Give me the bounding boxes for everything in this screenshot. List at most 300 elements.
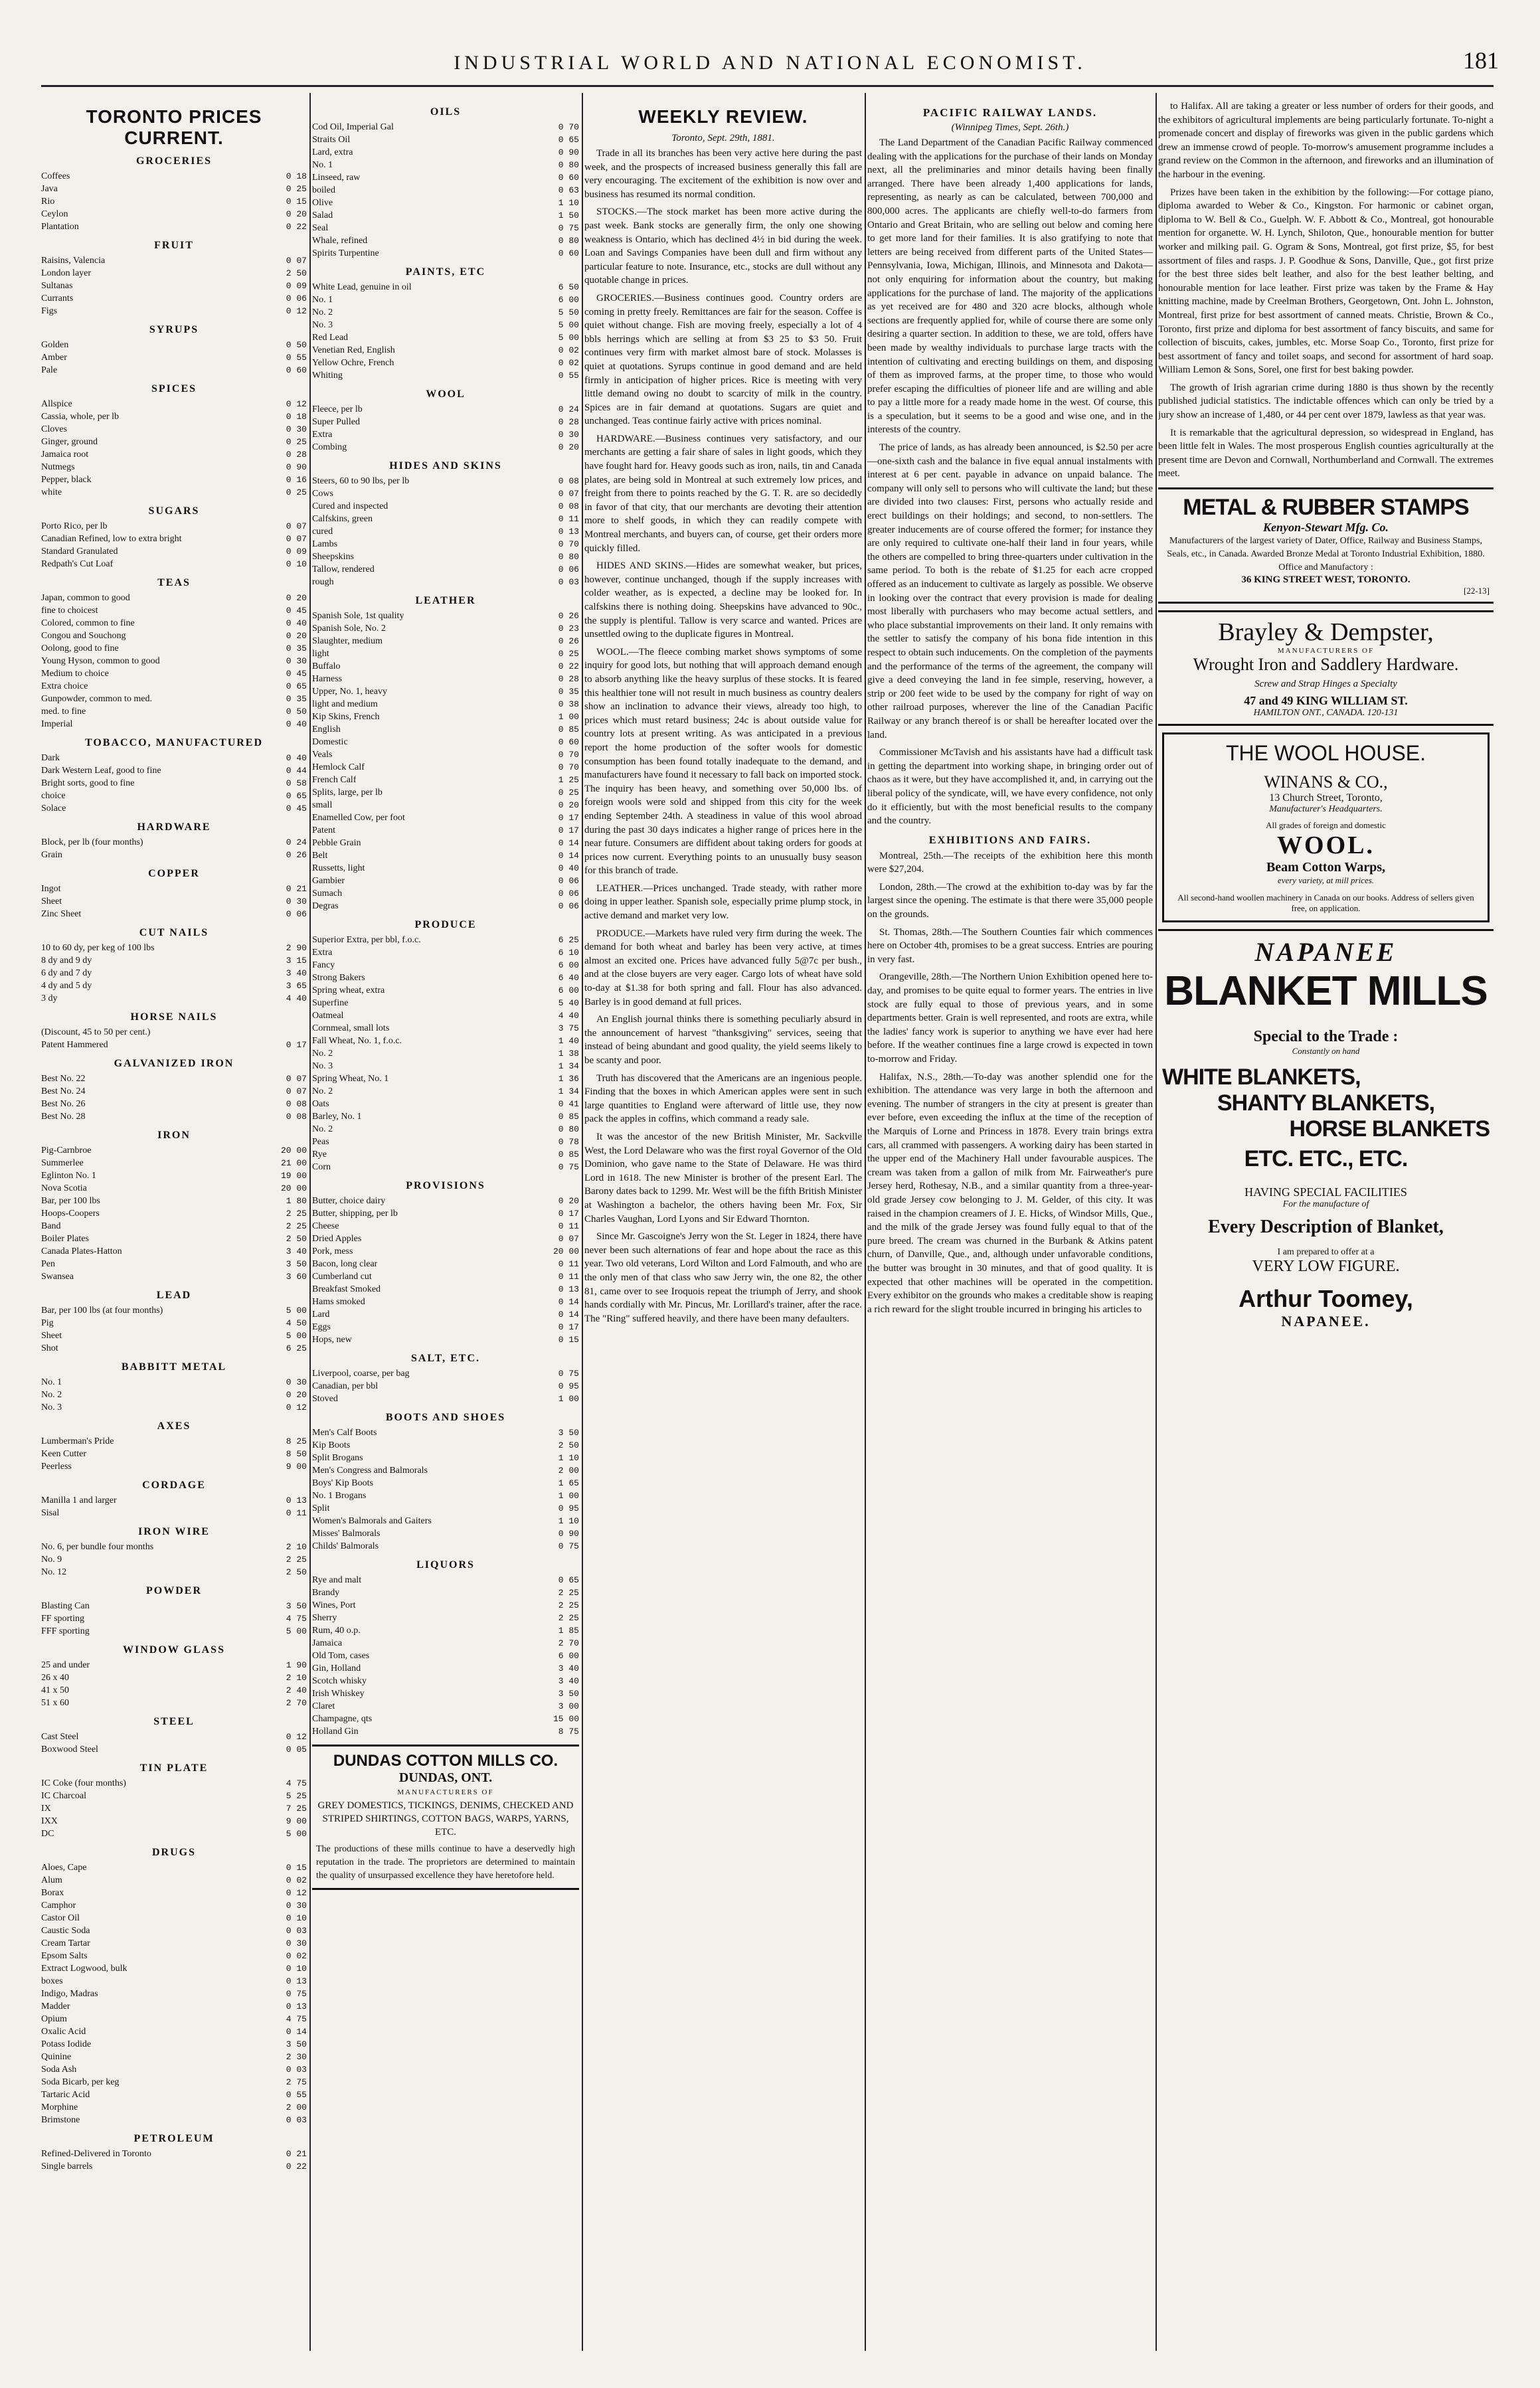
price-row <box>312 1490 579 1502</box>
price-item-value: 2 50 <box>286 1567 307 1577</box>
price-item-value: 1 36 <box>558 1074 579 1084</box>
column-rule <box>1155 93 1157 2351</box>
price-item-value: 0 30 <box>286 424 307 434</box>
price-item-name: Scotch whisky <box>312 1676 367 1686</box>
price-item-name: Cream Tartar <box>41 1938 90 1948</box>
napanee-having: HAVING SPECIAL FACILITIES <box>1244 1185 1407 1199</box>
price-item-value: 0 60 <box>558 737 579 747</box>
price-item-value: 0 11 <box>558 514 579 524</box>
price-item-value: 0 09 <box>286 281 307 291</box>
price-item-name: Figs <box>41 306 58 316</box>
price-row <box>41 992 307 1005</box>
price-section-heading: BOOTS AND SHOES <box>385 1412 506 1423</box>
price-item-name: Fleece, per lb <box>312 404 363 414</box>
price-item-value: 0 78 <box>558 1137 579 1147</box>
price-item-value: 1 38 <box>558 1049 579 1059</box>
price-item-value: 0 02 <box>286 1875 307 1885</box>
metal-stamps-ref: [22-13] <box>1464 586 1490 596</box>
price-item-name: Childs' Balmorals <box>312 1541 379 1551</box>
price-row <box>41 1304 307 1317</box>
price-item-value: 0 11 <box>558 1272 579 1282</box>
price-row <box>41 705 307 718</box>
price-item-value: 0 07 <box>286 1074 307 1084</box>
weekly-review-dateline: Toronto, Sept. 29th, 1881. <box>671 133 775 143</box>
price-item-value: 0 75 <box>558 223 579 233</box>
price-item-value: 4 75 <box>286 1614 307 1624</box>
price-item-name: Zinc Sheet <box>41 909 82 919</box>
price-item-name: Tallow, rendered <box>312 564 375 574</box>
price-row <box>312 1426 579 1439</box>
price-item-name: Keen Cutter <box>41 1449 87 1459</box>
price-item-name: Japan, common to good <box>41 593 130 603</box>
column-rule <box>865 93 866 2351</box>
price-section-heading: AXES <box>157 1420 191 1432</box>
article-paragraph: It is remarkable that the agricultural depression, so widespread in England, has been little felt in Wales. The most prosperous English counties agriculturally at the present time are Devon and Cornwall, Northumberland and Cornwall. The extremes meet. <box>1158 427 1494 479</box>
price-item-value: 0 60 <box>558 248 579 258</box>
price-item-name: IC Charcoal <box>41 1791 87 1801</box>
price-row <box>312 133 579 146</box>
dundas-sub: MANUFACTURERS OF <box>397 1788 494 1796</box>
price-row <box>312 1624 579 1637</box>
metal-stamps-title: METAL & RUBBER STAMPS <box>1183 495 1469 521</box>
price-row <box>41 1494 307 1507</box>
wool-house-wool: WOOL. <box>1277 831 1375 860</box>
prices-current-column <box>41 100 307 2351</box>
price-row <box>41 1566 307 1578</box>
price-row <box>312 475 579 487</box>
price-item-name: Canadian, per bbl <box>312 1381 379 1391</box>
price-item-value: 0 55 <box>286 2090 307 2100</box>
price-item-value: 0 14 <box>558 1297 579 1307</box>
price-item-value: 2 25 <box>558 1588 579 1598</box>
price-item-value: 0 22 <box>286 2162 307 2172</box>
price-item-value: 0 80 <box>558 236 579 246</box>
price-item-value: 0 38 <box>558 699 579 709</box>
brayley-title: Brayley & Dempster, <box>1218 618 1434 647</box>
price-item-value: 0 09 <box>286 547 307 556</box>
price-item-name: Salad <box>312 211 333 220</box>
price-item-name: Sumach <box>312 889 343 898</box>
price-item-name: Boiler Plates <box>41 1234 89 1244</box>
price-section-heading: HORSE NAILS <box>130 1011 218 1023</box>
price-item-value: 0 30 <box>558 430 579 440</box>
price-row <box>41 764 307 777</box>
price-item-value: 0 35 <box>558 687 579 697</box>
price-row <box>312 1136 579 1148</box>
price-row <box>41 1072 307 1085</box>
price-row <box>41 655 307 667</box>
price-item-value: 2 50 <box>558 1440 579 1450</box>
price-row <box>312 441 579 454</box>
price-item-name: Young Hyson, common to good <box>41 656 160 666</box>
price-row <box>41 942 307 954</box>
brayley-specialty: Screw and Strap Hinges a Specialty <box>1254 679 1397 690</box>
weekly-review-column <box>584 100 862 2351</box>
price-item-name: Corn <box>312 1162 331 1172</box>
price-item-value: 0 07 <box>286 521 307 531</box>
price-row <box>41 1861 307 1874</box>
article-paragraph: Commissioner McTavish and his assistants have had a difficult task in getting the department into working shape, in bringing order out of chaos as it were, but they have accomplished it, and, in carrying out the liberal policy of the syndicate, will, we have every confidence, not only do it efficiently, but with the most beneficial results to the company and the country. <box>867 747 1153 827</box>
price-item-value: 0 30 <box>286 896 307 906</box>
price-row <box>41 364 307 377</box>
price-item-value: 0 70 <box>558 539 579 549</box>
price-section-heading: PRODUCE <box>414 919 477 930</box>
price-item-name: Split Brogans <box>312 1453 363 1463</box>
price-row <box>41 836 307 849</box>
price-row <box>41 533 307 545</box>
wool-house-second: All second-hand woollen machinery in Canada on our books. Address of sellers given free, on application. <box>1177 893 1474 914</box>
price-item-name: Pebble Grain <box>312 838 361 848</box>
price-row <box>41 2063 307 2076</box>
price-item-value: 0 60 <box>558 173 579 183</box>
price-item-value: 2 75 <box>286 2077 307 2087</box>
price-row <box>41 1697 307 1709</box>
price-section-heading: GROCERIES <box>135 155 213 167</box>
price-item-name: Domestic <box>312 737 348 747</box>
price-row <box>41 1435 307 1448</box>
price-item-name: 8 dy and 9 dy <box>41 956 92 966</box>
price-row <box>41 1182 307 1195</box>
price-item-name: Blasting Can <box>41 1601 90 1611</box>
price-item-value: 0 41 <box>558 1099 579 1109</box>
price-row <box>312 1283 579 1296</box>
price-row <box>312 222 579 234</box>
price-item-value: 5 00 <box>286 1626 307 1636</box>
price-row <box>312 1464 579 1477</box>
price-item-name: Cast Steel <box>41 1732 79 1742</box>
price-row <box>41 1098 307 1110</box>
price-item-value: 5 50 <box>558 307 579 317</box>
price-item-value: 3 50 <box>286 2039 307 2049</box>
price-row <box>312 1220 579 1233</box>
price-section-heading: IRON WIRE <box>138 1526 210 1537</box>
price-item-value: 0 18 <box>286 412 307 422</box>
dundas-title: DUNDAS COTTON MILLS CO. <box>333 1752 558 1770</box>
brayley-dempster-ad <box>1158 610 1494 726</box>
price-item-value: 0 40 <box>286 753 307 763</box>
price-row <box>41 1828 307 1840</box>
price-item-name: Wines, Port <box>312 1600 356 1610</box>
price-row <box>41 777 307 790</box>
price-item-value: 6 25 <box>286 1343 307 1353</box>
price-item-value: 2 50 <box>286 1234 307 1244</box>
price-item-value: 0 55 <box>558 371 579 381</box>
price-row <box>41 1671 307 1684</box>
price-section-heading: IRON <box>157 1130 191 1141</box>
price-item-name: FFF sporting <box>41 1626 90 1636</box>
price-row <box>41 1085 307 1098</box>
price-item-name: No. 2 <box>312 1124 333 1134</box>
railway-body <box>867 136 1153 828</box>
dundas-place: DUNDAS, ONT. <box>398 1770 493 1785</box>
article-paragraph: Orangeville, 28th.—The Northern Union Exhibition opened here to-day, and promises to be quite equal to former years. The entries in live stock are fully equal to those of previous years, and in some departments better. Grain is well represented, and roots are extra, while the ladies' fancy work is superior to anything we have ever had here before. If the weather continues fine a large crowd is expected in town to-morrow and Friday. <box>867 972 1153 1065</box>
price-row <box>312 1725 579 1738</box>
price-row <box>312 1439 579 1452</box>
price-item-value: 0 75 <box>558 1369 579 1379</box>
price-row <box>41 1389 307 1401</box>
price-row <box>41 1329 307 1342</box>
price-item-value: 0 20 <box>286 593 307 603</box>
price-item-name: Cured and inspected <box>312 501 388 511</box>
price-item-value: 4 40 <box>558 1011 579 1021</box>
price-item-value: 0 20 <box>558 800 579 810</box>
weekly-review-body <box>584 147 862 1325</box>
price-row <box>312 997 579 1009</box>
price-item-name: Indigo, Madras <box>41 1989 98 1999</box>
railway-source: (Winnipeg Times, Sept. 26th.) <box>951 122 1069 133</box>
price-item-value: 6 00 <box>558 1651 579 1661</box>
price-row <box>41 520 307 533</box>
price-item-name: Spanish Sole, 1st quality <box>312 611 404 621</box>
price-item-value: 5 40 <box>558 998 579 1008</box>
price-item-name: 4 dy and 5 dy <box>41 981 92 991</box>
price-item-value: 3 00 <box>558 1701 579 1711</box>
price-row <box>312 234 579 247</box>
price-item-name: Pepper, black <box>41 475 92 485</box>
price-row <box>41 1912 307 1924</box>
price-item-name: No. 3 <box>41 1403 62 1412</box>
price-item-name: Buffalo <box>312 661 341 671</box>
price-row <box>312 563 579 576</box>
price-item-value: 0 60 <box>286 365 307 375</box>
price-row <box>41 1815 307 1828</box>
price-item-name: Oats <box>312 1099 329 1109</box>
price-row <box>312 875 579 887</box>
price-item-value: 5 00 <box>558 320 579 330</box>
price-item-value: 2 30 <box>286 2052 307 2062</box>
price-row <box>312 1515 579 1527</box>
price-row <box>41 448 307 461</box>
article-paragraph: LEATHER.—Prices unchanged. Trade steady, with rather more doing in upper leather. Spanish sole, especially prime plump stock, in active demand and market very low. <box>584 883 862 922</box>
article-paragraph: WOOL.—The fleece combing market shows symptoms of some inquiry for good lots, but nothing that will approach demand enough to absorb anything like the heavy surplus of these stocks. It is feared this healthier tone will not result in much business as country dealers show an inclination to advance their views, already too high, to prices which must retard business; 24c is about outside value for country lots at present writing. As was anticipated in a previous report the home production of the softer wools for domestic consumption has been found totally inadequate to the demand, and manufacturers have found it necessary to fall back on imported stock. The inquiry has been heavy, and something over 50,000 lbs. of foreign wools were sold and shipped from this city for the week ending September 24th. A steadiness in value of this wool abroad during the past 30 days indicates a higher range of prices here in the near future. Consumers are diffident about taking orders for goods at prices now current. Everything points to an unusually busy season for this branch of trade. <box>584 646 862 877</box>
price-row <box>41 1342 307 1355</box>
price-item-value: 4 50 <box>286 1318 307 1328</box>
price-item-value: 0 07 <box>558 1234 579 1244</box>
price-row <box>41 790 307 802</box>
price-item-value: 0 06 <box>286 294 307 303</box>
price-row <box>312 1452 579 1464</box>
article-paragraph: An English journal thinks there is something peculiarly absurd in the announcement of harvest "thanksgiving" services, seeing that instead of being abundant and good quality, the yield seems likely to be scanty and poor. <box>584 1014 862 1066</box>
brayley-sub: MANUFACTURERS OF <box>1277 647 1375 655</box>
price-item-value: 8 75 <box>558 1727 579 1737</box>
price-row <box>312 1060 579 1072</box>
napanee-etc: ETC. ETC., ETC. <box>1244 1146 1408 1172</box>
price-item-name: Patent Hammered <box>41 1040 108 1050</box>
article-paragraph: Halifax, N.S., 28th.—To-day was another splendid one for the exhibition. The attendance was very large in both the afternoon and evening. The number of strangers in the city at present is greater than ever before, even exceeding the influx at the time of the reception of the Marquis of Lorne and Princess in 1878. Every train brings extra cars, all crammed with passengers. A working dairy has been started in the upper end of the Machinery Hall under favourable auspices. The cream was taken from a gallon of milk from Mr. Fairweather's pure Jersey herd, Rothesay, N.B., and a similar quantity from a three-year-old grade Jersey cow belonging to J. M. Gelder, of this city. It was raised in the champion creamers of J. E. Hicks, of Windsor Mills, Que., and the milk of the grade Jersey was found fully equal to that of the pure breed. The cream was churned in the Burbank & Atkins patent churn, of Danville, Que., and, although under unfavorable conditions, the butter was brought in 30 minutes, and that of good quality. It is expected that other machines will be operated in the competition. Every exhibitor on the grounds who makes a creditable show is reaping a rich reward for the slight trouble incurred in bringing his articles to <box>867 1071 1153 1315</box>
price-item-value: 4 40 <box>286 993 307 1003</box>
railway-title: PACIFIC RAILWAY LANDS. <box>922 106 1098 119</box>
article-paragraph: PRODUCE.—Markets have ruled very firm during the week. The demand for both wheat and barley has been very active, at times almost an excited one. Prices have advanced fully 5@7c per bush., and at the close buyers are very eager. Cargo lots of wheat have sold to-day at $1.38 for both spring and fall. Flour has also advanced. Barley is in good demand at full prices. <box>584 928 862 1007</box>
article-paragraph: GROCERIES.—Business continues good. Country orders are coming in pretty freely. Remittances are fair for the season. Coffee is quiet without change. Fish are moving freely, especially a lot of 4 bbls herrings which are selling at from $3 25 to $3 50. Fruit continues very firm with market almost bare of stock. Molasses is quiet at quotations. Syrups continue in good demand and are held firmly in anticipation of higher prices. Rice is meeting with very little demand owing no doubt to scarcity of milk in the country. Spices are in fair demand at quotations. Sugars are quiet and unchanged. Teas continue fairly active with prices nominal. <box>584 292 862 427</box>
price-row <box>41 1777 307 1790</box>
price-item-name: London layer <box>41 268 92 278</box>
price-section-heading: PROVISIONS <box>406 1180 485 1191</box>
price-item-value: 0 85 <box>558 1150 579 1159</box>
price-row <box>41 1157 307 1169</box>
price-item-name: Soda Ash <box>41 2065 77 2075</box>
price-item-value: 5 00 <box>286 1331 307 1341</box>
price-item-value: 0 07 <box>286 534 307 544</box>
price-item-value: 1 00 <box>558 1491 579 1501</box>
price-item-name: choice <box>41 791 66 801</box>
price-section-heading: PETROLEUM <box>133 2133 214 2144</box>
price-row <box>312 487 579 500</box>
price-row <box>41 2101 307 2114</box>
price-item-value: 0 03 <box>286 2115 307 2125</box>
article-paragraph: London, 28th.—The crowd at the exhibition to-day was by far the largest since the opening. The estimate is that there were 35,000 people on the grounds. <box>867 881 1153 920</box>
article-paragraph: to Halifax. All are taking a greater or less number of orders for their goods, and the exhibitors of agricultural implements are being particularly fortunate. To-night a promenade concert and display of fireworks was given in the public gardens which drew an immense crowd of people. To-morrow's amusement programme includes a grand review on the Common in the afternoon, and fireworks and an illumination of the harbour in the evening. <box>1158 101 1494 180</box>
price-row <box>41 1924 307 1937</box>
price-section-heading: BABBITT METAL <box>121 1361 227 1373</box>
price-row <box>41 2051 307 2063</box>
price-item-value: 0 75 <box>286 1989 307 1999</box>
price-item-value: 0 06 <box>558 889 579 898</box>
price-item-name: Kip Skins, French <box>312 712 380 722</box>
price-section-heading: FRUIT <box>154 240 194 251</box>
price-section-heading: LEAD <box>156 1290 192 1301</box>
price-item-name: Oolong, good to fine <box>41 643 119 653</box>
price-item-value: 2 70 <box>286 1698 307 1708</box>
price-row <box>312 723 579 736</box>
price-row <box>41 980 307 992</box>
price-item-value: 0 10 <box>286 1913 307 1923</box>
price-item-value: 0 08 <box>286 1099 307 1109</box>
price-item-name: No. 9 <box>41 1555 62 1565</box>
price-row <box>41 1899 307 1912</box>
price-row <box>41 642 307 655</box>
brayley-goods: Wrought Iron and Saddlery Hardware. <box>1193 655 1459 675</box>
price-item-name: Holland Gin <box>312 1727 359 1737</box>
price-item-name: Degras <box>312 901 339 911</box>
price-item-name: No. 12 <box>41 1567 67 1577</box>
price-item-name: Best No. 28 <box>41 1112 86 1122</box>
price-item-value: 0 40 <box>558 863 579 873</box>
price-item-name: Sherry <box>312 1613 337 1623</box>
price-item-name: Steers, 60 to 90 lbs, per lb <box>312 476 410 486</box>
price-item-value: 8 50 <box>286 1449 307 1459</box>
metal-stamps-firm: Kenyon-Stewart Mfg. Co. <box>1262 521 1389 535</box>
price-item-name: DC <box>41 1829 54 1839</box>
price-row <box>41 2160 307 2173</box>
railway-column <box>867 100 1153 2351</box>
price-section-heading: SYRUPS <box>149 324 199 335</box>
price-item-name: White Lead, genuine in oil <box>312 282 412 292</box>
price-item-name: No. 2 <box>312 1049 333 1059</box>
price-item-name: Spirits Turpentine <box>312 248 379 258</box>
metal-stamps-address: 36 KING STREET WEST, TORONTO. <box>1241 574 1411 586</box>
price-item-name: Cloves <box>41 424 67 434</box>
price-item-name: Extra <box>312 430 333 440</box>
price-item-name: boiled <box>312 185 335 195</box>
price-item-name: (Discount, 45 to 50 per cent.) <box>41 1027 151 1037</box>
price-item-name: Manilla 1 and larger <box>41 1495 117 1505</box>
price-item-value: 5 00 <box>558 333 579 343</box>
price-item-value: 0 11 <box>558 1221 579 1231</box>
price-row <box>312 306 579 319</box>
napanee-white: WHITE BLANKETS, <box>1162 1065 1361 1090</box>
napanee-title: NAPANEE <box>1254 937 1397 968</box>
prices-current-column-2 <box>312 100 579 2351</box>
price-list <box>312 106 579 1738</box>
price-row <box>41 849 307 861</box>
right-column-body <box>1158 100 1494 481</box>
price-item-name: Coffees <box>41 171 70 181</box>
metal-rubber-stamps-ad <box>1158 487 1494 604</box>
price-item-value: 20 00 <box>280 1183 307 1193</box>
price-row <box>312 159 579 171</box>
price-row <box>41 461 307 473</box>
price-row <box>312 1612 579 1624</box>
price-item-value: 0 90 <box>558 147 579 157</box>
price-item-name: Spring Wheat, No. 1 <box>312 1074 389 1084</box>
price-item-name: Oatmeal <box>312 1011 344 1021</box>
article-paragraph: The price of lands, as has already been announced, is $2.50 per acre—one-sixth cash and the balance in five equal annual instalments with interest at 6 per cent. payable in advance on unpaid balance. The company will only sell to persons who will cultivate the land; but these are divided into two clauses: First, persons who actually reside and erect buildings on their holdings; and second, to non-settlers. The greater inducements are of course offered the former; for instance they are only required to cultivate one-half their land in four years, while the others are compelled to bring three-quarters under cultivation in the same period. To both is the rebate of $1.25 for each acre cropped offered as an inducement to cultivate as largely as possible. We observe in looking over the contract that every provision is made for dealing most liberally with purchasers who may become actual settlers, and who place substantial improvements on their land. It only remains with the settler to satisfy the company of his bona fide intention in this respect to obtain such inducements. On the completion of the payments and the performance of the terms of the agreement, the company will give a deed conveying the land in fee simple, reserving, however, a strip or 200 feet wide to be used by the company for right of way on other railroad purposes, wherever the line of the Canadian Pacific Railway or any branch thereof is or shall be hereafter located over the land. <box>867 442 1153 740</box>
price-item-value: 0 58 <box>286 778 307 788</box>
price-item-value: 3 60 <box>286 1272 307 1282</box>
article-paragraph: HARDWARE.—Business continues very satisfactory, and our merchants are getting a fair share of sales in light goods, which they have fought hard for. Heavy goods such as iron, nails, tin and Canada plates, are being sold in Montreal at such extremely low prices, and freight from there to points reached by the G. T. R. are so decidedly in favor of that city, that our merchants are devoting their attention more to shelf goods, in which they can readily compete with Montreal merchants, and buyers can, of course, get their orders more quickly filled. <box>584 433 862 554</box>
price-row <box>41 220 307 233</box>
napanee-owner: Arthur Toomey, <box>1239 1285 1413 1313</box>
price-item-name: Madder <box>41 2002 70 2011</box>
price-row <box>312 1574 579 1586</box>
price-item-name: Sheepskins <box>312 552 354 562</box>
price-row <box>41 2148 307 2160</box>
price-item-name: Claret <box>312 1701 335 1711</box>
page-number: 181 <box>1463 47 1499 74</box>
price-row <box>312 811 579 824</box>
price-item-name: Ceylon <box>41 209 68 219</box>
price-row <box>41 1258 307 1270</box>
price-row <box>312 319 579 331</box>
price-item-value: 0 20 <box>286 1390 307 1400</box>
price-item-name: Hops, new <box>312 1335 352 1345</box>
price-row <box>312 1047 579 1060</box>
price-row <box>41 908 307 920</box>
price-row <box>41 1541 307 1553</box>
price-row <box>312 1380 579 1393</box>
price-item-value: 0 06 <box>558 564 579 574</box>
price-row <box>312 946 579 959</box>
price-item-name: Congou and Souchong <box>41 631 126 641</box>
price-row <box>312 209 579 222</box>
price-row <box>41 1950 307 1962</box>
price-item-value: 1 85 <box>558 1626 579 1636</box>
price-row <box>312 344 579 357</box>
price-item-value: 6 00 <box>558 985 579 995</box>
price-item-name: 3 dy <box>41 993 58 1003</box>
price-item-name: 10 to 60 dy, per keg of 100 lbs <box>41 943 155 953</box>
price-row <box>41 280 307 292</box>
price-item-name: Swansea <box>41 1272 74 1282</box>
price-item-value: 0 17 <box>558 1209 579 1219</box>
price-row <box>41 1401 307 1414</box>
price-row <box>41 1743 307 1756</box>
price-item-name: Combing <box>312 442 347 452</box>
price-row <box>312 1586 579 1599</box>
price-item-value: 0 12 <box>286 399 307 409</box>
price-section-heading: HARDWARE <box>137 821 211 833</box>
price-item-name: No. 2 <box>312 1086 333 1096</box>
price-item-name: Bright sorts, good to fine <box>41 778 135 788</box>
price-item-value: 0 24 <box>286 837 307 847</box>
price-item-value: 0 12 <box>286 306 307 316</box>
price-row <box>41 1507 307 1519</box>
price-row <box>41 1553 307 1566</box>
price-item-name: Dried Apples <box>312 1234 362 1244</box>
price-item-name: Fall Wheat, No. 1, f.o.c. <box>312 1036 402 1046</box>
price-item-name: Linseed, raw <box>312 173 361 183</box>
price-section-heading: WINDOW GLASS <box>123 1644 225 1656</box>
